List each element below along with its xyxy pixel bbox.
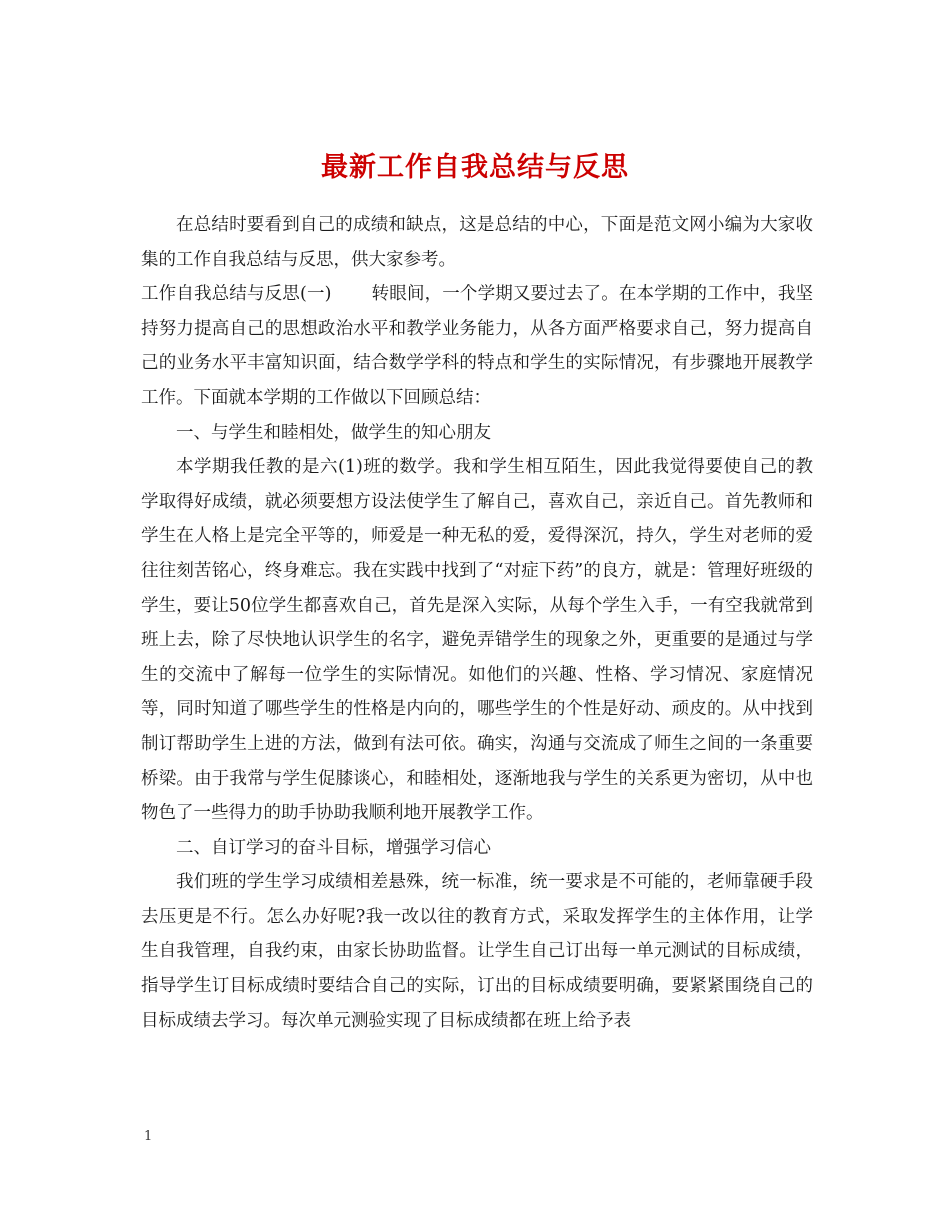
heading-two: 二、自订学习的奋斗目标，增强学习信心 [176,837,491,858]
section-paragraph [141,277,813,415]
document-title: 最新工作自我总结与反思 [321,152,629,184]
section-lead: 转眼间，一个学期又要过去了。在本学期的工作中，我坚持努力提高自己的思想政治水平和教学业务能力，从各方面严格要求自己，努力提高自己的业务水平丰富知识面，结合数学学科的特点和学生的实际情况，有步骤地开展教学工作。下面就本学期的工作做以下回顾总结： [141,284,814,408]
page-number: 1 [144,1129,153,1144]
section-label: 工作自我总结与反思(一) [141,284,332,305]
intro-paragraph: 在总结时要看到自己的成绩和缺点，这是总结的中心，下面是范文网小编为大家收集的工作自我总结与反思，供大家参考。 [141,215,813,270]
paragraph-one: 本学期我任教的是六(1)班的数学。我和学生相互陌生，因此我觉得要使自己的教学取得好成绩，就必须要想方设法使学生了解自己，喜欢自己，亲近自己。首先教师和学生在人格上是完全平等的，师爱是一种无私的爱，爱得深沉，持久，学生对老师的爱往往刻苦铭心，终身难忘。我在实践中找到了“对症下药”的良方，就是：管理好班级的学生，要让50位学生都喜欢自己，首先是深入实际，从每个学生入手，一有空我就常到班上去，除了尽快地认识学生的名字，避免弄错学生的现象之外，更重要的是通过与学生的交流中了解每一位学生的实际情况。如他们的兴趣、性格、学习情况、家庭情况等，同时知道了哪些学生的性格是内向的，哪些学生的个性是好动、顽皮的。从中找到制订帮助学生上进的方法，做到有法可依。确实，沟通与交流成了师生之间的一条重要桥梁。由于我常与学生促膝谈心，和睦相处，逐渐地我与学生的关系更为密切，从中也物色了一些得力的助手协助我顺利地开展教学工作。 [141,457,813,824]
document-body [141,208,813,1038]
heading-one: 一、与学生和睦相处，做学生的知心朋友 [176,422,491,443]
paragraph-two: 我们班的学生学习成绩相差悬殊，统一标准，统一要求是不可能的，老师靠硬手段去压更是不行。怎么办好呢?我一改以往的教育方式，采取发挥学生的主体作用，让学生自我管理，自我约束，由家长协助监督。让学生自己订出每一单元测试的目标成绩，指导学生订目标成绩时要结合自己的实际，订出的目标成绩要明确，要紧紧围绕自己的目标成绩去学习。每次单元测验实现了目标成绩都在班上给予表 [141,872,813,1031]
